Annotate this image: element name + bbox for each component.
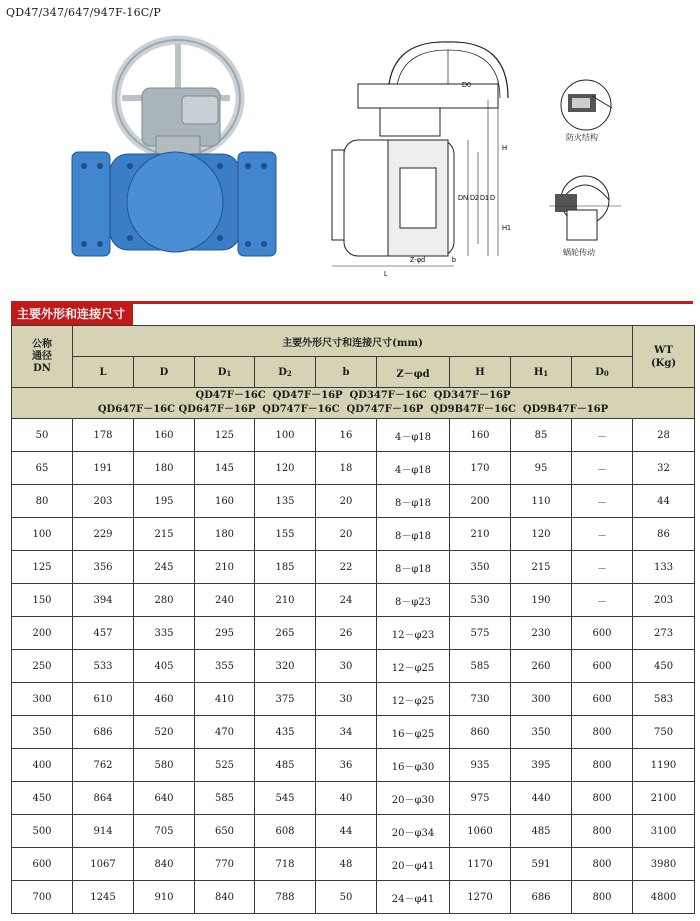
column-header — [450, 357, 511, 388]
table-cell: 245 — [134, 551, 195, 584]
table-cell: 12－φ23 — [377, 617, 450, 650]
table-cell: 320 — [255, 650, 316, 683]
table-cell: 300 — [12, 683, 73, 716]
table-cell: 1060 — [450, 815, 511, 848]
page-title: QD47/347/647/947F-16C/P — [6, 6, 161, 19]
table-cell: 36 — [316, 749, 377, 782]
table-cell: 4800 — [633, 881, 695, 914]
table-cell: 788 — [255, 881, 316, 914]
table-row — [12, 749, 695, 782]
table-cell: 686 — [73, 716, 134, 749]
table-cell: 20－φ41 — [377, 848, 450, 881]
table-cell: － — [572, 518, 633, 551]
table-cell: 26 — [316, 617, 377, 650]
table-cell: 135 — [255, 485, 316, 518]
table-row — [12, 518, 695, 551]
table-cell: 30 — [316, 650, 377, 683]
column-header — [195, 357, 255, 388]
worm-gear-label: 蜗轮传动 — [563, 248, 595, 257]
table-row — [12, 782, 695, 815]
table-cell: 686 — [511, 881, 572, 914]
column-header-label: L — [99, 366, 107, 378]
table-cell: 800 — [572, 749, 633, 782]
column-header-subscript: 1 — [226, 368, 232, 378]
table-cell: 20－φ34 — [377, 815, 450, 848]
table-cell: － — [572, 551, 633, 584]
label-dn: DN — [458, 195, 469, 202]
table-cell: 110 — [511, 485, 572, 518]
table-cell: 1270 — [450, 881, 511, 914]
table-cell: 160 — [450, 419, 511, 452]
table-cell: 350 — [511, 716, 572, 749]
table-cell: 450 — [12, 782, 73, 815]
table-cell: 394 — [73, 584, 134, 617]
table-cell: 800 — [572, 815, 633, 848]
table-cell: 16－φ30 — [377, 749, 450, 782]
table-cell: 65 — [12, 452, 73, 485]
table-cell: 50 — [12, 419, 73, 452]
table-cell: 20 — [316, 485, 377, 518]
table-cell: 24 — [316, 584, 377, 617]
table-cell: 210 — [450, 518, 511, 551]
table-cell: 608 — [255, 815, 316, 848]
column-header-subscript: 1 — [543, 368, 549, 378]
table-cell: 32 — [633, 452, 695, 485]
table-cell: 34 — [316, 716, 377, 749]
column-header-label: b — [342, 366, 350, 378]
table-cell: 24－φ41 — [377, 881, 450, 914]
table-cell: 750 — [633, 716, 695, 749]
table-cell: 40 — [316, 782, 377, 815]
label-l: L — [384, 271, 388, 278]
table-cell: 170 — [450, 452, 511, 485]
table-row — [12, 683, 695, 716]
column-header — [316, 357, 377, 388]
table-cell: 145 — [195, 452, 255, 485]
column-header-label: H — [533, 366, 544, 378]
table-cell: 100 — [255, 419, 316, 452]
table-cell: 12－φ25 — [377, 683, 450, 716]
table-cell: 910 — [134, 881, 195, 914]
table-cell: 28 — [633, 419, 695, 452]
table-cell: － — [572, 452, 633, 485]
table-cell: 215 — [511, 551, 572, 584]
table-cell: 591 — [511, 848, 572, 881]
table-row — [12, 881, 695, 914]
table-cell: 935 — [450, 749, 511, 782]
table-cell: 280 — [134, 584, 195, 617]
table-cell: 580 — [134, 749, 195, 782]
table-cell: 95 — [511, 452, 572, 485]
label-d2: D2 — [470, 195, 479, 202]
table-cell: 200 — [450, 485, 511, 518]
table-cell: 229 — [73, 518, 134, 551]
table-cell: 770 — [195, 848, 255, 881]
table-row — [12, 419, 695, 452]
table-cell: 395 — [511, 749, 572, 782]
table-cell: 575 — [450, 617, 511, 650]
table-cell: 530 — [450, 584, 511, 617]
table-cell: 450 — [633, 650, 695, 683]
table-cell: － — [572, 419, 633, 452]
table-cell: 585 — [195, 782, 255, 815]
table-cell: 410 — [195, 683, 255, 716]
table-cell: 840 — [134, 848, 195, 881]
table-cell: 457 — [73, 617, 134, 650]
table-cell: 265 — [255, 617, 316, 650]
table-cell: 762 — [73, 749, 134, 782]
table-cell: 195 — [134, 485, 195, 518]
table-cell: 125 — [195, 419, 255, 452]
table-cell: 210 — [255, 584, 316, 617]
table-cell: 203 — [633, 584, 695, 617]
table-cell: 18 — [316, 452, 377, 485]
table-cell: 600 — [12, 848, 73, 881]
table-cell: 350 — [450, 551, 511, 584]
table-cell: 1067 — [73, 848, 134, 881]
column-header — [377, 357, 450, 388]
table-cell: 125 — [12, 551, 73, 584]
group-header: 主要外形尺寸和连接尺寸(mm) — [73, 326, 633, 357]
table-cell: 210 — [195, 551, 255, 584]
table-row — [12, 650, 695, 683]
table-cell: 203 — [73, 485, 134, 518]
table-cell: 800 — [572, 782, 633, 815]
table-cell: 583 — [633, 683, 695, 716]
table-cell: 12－φ25 — [377, 650, 450, 683]
table-cell: 50 — [316, 881, 377, 914]
table-cell: 520 — [134, 716, 195, 749]
table-cell: 705 — [134, 815, 195, 848]
table-cell: 700 — [12, 881, 73, 914]
table-cell: 20 — [316, 518, 377, 551]
column-header-subscript: 0 — [603, 368, 609, 378]
table-row — [12, 452, 695, 485]
table-cell: 80 — [12, 485, 73, 518]
table-cell: 180 — [195, 518, 255, 551]
fire-proof-label: 防火结构 — [566, 133, 598, 142]
table-cell: 8－φ23 — [377, 584, 450, 617]
table-cell: 3980 — [633, 848, 695, 881]
table-cell: 800 — [572, 848, 633, 881]
label-z: Z-φd — [410, 257, 426, 264]
table-cell: 440 — [511, 782, 572, 815]
table-cell: 8－φ18 — [377, 551, 450, 584]
table-cell: 20－φ30 — [377, 782, 450, 815]
table-cell: 485 — [511, 815, 572, 848]
label-b: b — [452, 257, 456, 264]
column-header-label: Z－φd — [396, 368, 430, 380]
table-cell: 864 — [73, 782, 134, 815]
table-cell: 133 — [633, 551, 695, 584]
table-cell: 295 — [195, 617, 255, 650]
table-cell: 30 — [316, 683, 377, 716]
table-cell: 585 — [450, 650, 511, 683]
table-cell: 155 — [255, 518, 316, 551]
table-cell: 1245 — [73, 881, 134, 914]
column-header — [255, 357, 316, 388]
wt-header: WT (Kg) — [633, 326, 695, 388]
table-cell: 48 — [316, 848, 377, 881]
table-cell: 120 — [255, 452, 316, 485]
table-cell: 800 — [572, 716, 633, 749]
table-cell: 240 — [195, 584, 255, 617]
table-cell: 230 — [511, 617, 572, 650]
table-cell: 500 — [12, 815, 73, 848]
table-cell: 800 — [572, 881, 633, 914]
model-line-2: QD647F－16C QD647F－16P QD747F－16C QD747F－16P QD9B47F－16C QD9B47F－16P — [97, 404, 609, 415]
table-cell: 86 — [633, 518, 695, 551]
table-cell: 120 — [511, 518, 572, 551]
table-cell: 191 — [73, 452, 134, 485]
table-cell: 260 — [511, 650, 572, 683]
column-header — [511, 357, 572, 388]
table-cell: 375 — [255, 683, 316, 716]
column-header-subscript: 2 — [286, 368, 292, 378]
table-cell: 730 — [450, 683, 511, 716]
table-row — [12, 815, 695, 848]
table-cell: 718 — [255, 848, 316, 881]
column-header-label: D — [595, 366, 604, 378]
table-cell: － — [572, 485, 633, 518]
table-cell: 4－φ18 — [377, 419, 450, 452]
table-row — [12, 485, 695, 518]
table-cell: 44 — [316, 815, 377, 848]
table-cell: 435 — [255, 716, 316, 749]
table-row — [12, 716, 695, 749]
table-row — [12, 551, 695, 584]
table-cell: 1170 — [450, 848, 511, 881]
table-cell: 470 — [195, 716, 255, 749]
label-h1: H1 — [502, 225, 511, 232]
table-cell: 356 — [73, 551, 134, 584]
table-cell: 650 — [195, 815, 255, 848]
table-cell: 975 — [450, 782, 511, 815]
table-cell: 1190 — [633, 749, 695, 782]
table-row — [12, 584, 695, 617]
fire-proof-detail-drawing — [556, 78, 616, 133]
worm-gear-detail-drawing — [545, 170, 625, 245]
model-line-1: QD47F－16C QD47F－16P QD347F－16C QD347F－16P — [195, 390, 511, 401]
table-cell: 400 — [12, 749, 73, 782]
table-cell: 185 — [255, 551, 316, 584]
column-header — [73, 357, 134, 388]
table-cell: 273 — [633, 617, 695, 650]
column-header-label: D — [159, 366, 169, 378]
table-cell: 533 — [73, 650, 134, 683]
table-cell: 600 — [572, 650, 633, 683]
table-cell: 85 — [511, 419, 572, 452]
dn-header: 公称 通径 DN — [12, 326, 73, 388]
table-cell: 600 — [572, 683, 633, 716]
table-cell: 180 — [134, 452, 195, 485]
table-cell: 22 — [316, 551, 377, 584]
table-cell: 335 — [134, 617, 195, 650]
valve-technical-drawing — [318, 40, 548, 280]
table-cell: 3100 — [633, 815, 695, 848]
table-cell: 610 — [73, 683, 134, 716]
column-header-label: D — [278, 366, 287, 378]
label-d0: D0 — [462, 82, 471, 89]
label-d: D — [490, 195, 496, 202]
table-cell: 190 — [511, 584, 572, 617]
table-row — [12, 617, 695, 650]
table-cell: 16 — [316, 419, 377, 452]
valve-photo — [70, 26, 280, 276]
table-cell: 2100 — [633, 782, 695, 815]
table-cell: 545 — [255, 782, 316, 815]
table-cell: 160 — [134, 419, 195, 452]
table-cell: 150 — [12, 584, 73, 617]
table-cell: 250 — [12, 650, 73, 683]
table-cell: 8－φ18 — [377, 485, 450, 518]
table-cell: 160 — [195, 485, 255, 518]
column-header — [572, 357, 633, 388]
table-cell: 215 — [134, 518, 195, 551]
table-cell: 600 — [572, 617, 633, 650]
table-cell: 4－φ18 — [377, 452, 450, 485]
table-cell: 355 — [195, 650, 255, 683]
model-list — [12, 388, 695, 419]
column-header-label: D — [217, 366, 227, 378]
table-cell: － — [572, 584, 633, 617]
column-header-label: H — [475, 366, 485, 378]
table-cell: 840 — [195, 881, 255, 914]
section-title: 主要外形和连接尺寸 — [11, 302, 133, 325]
table-cell: 525 — [195, 749, 255, 782]
table-cell: 914 — [73, 815, 134, 848]
table-cell: 350 — [12, 716, 73, 749]
table-cell: 200 — [12, 617, 73, 650]
table-cell: 44 — [633, 485, 695, 518]
table-cell: 640 — [134, 782, 195, 815]
table-cell: 405 — [134, 650, 195, 683]
label-d1: D1 — [480, 195, 489, 202]
table-cell: 8－φ18 — [377, 518, 450, 551]
table-cell: 178 — [73, 419, 134, 452]
table-cell: 16－φ25 — [377, 716, 450, 749]
dimension-table — [11, 325, 695, 914]
table-cell: 860 — [450, 716, 511, 749]
table-cell: 300 — [511, 683, 572, 716]
table-cell: 100 — [12, 518, 73, 551]
label-h: H — [502, 145, 508, 152]
column-header — [134, 357, 195, 388]
table-cell: 460 — [134, 683, 195, 716]
table-cell: 485 — [255, 749, 316, 782]
table-row — [12, 848, 695, 881]
